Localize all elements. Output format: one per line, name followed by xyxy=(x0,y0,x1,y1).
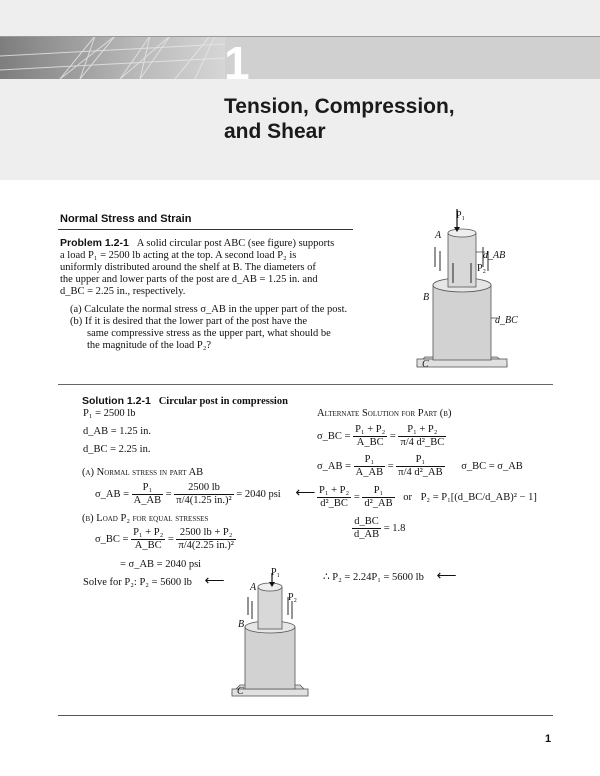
problem-text-line5: d_BC = 2.25 in., respectively. xyxy=(60,286,186,297)
chapter-header-image xyxy=(0,36,225,79)
eq-b-line2: = σ_AB = 2040 psi xyxy=(120,559,202,570)
fig-bottom-label-b: B xyxy=(238,619,245,630)
chapter-title xyxy=(224,94,455,144)
problem-label: Problem 1.2-1 xyxy=(60,237,129,249)
chapter-title-line2: and Shear xyxy=(224,120,326,143)
fig-top-label-a: A xyxy=(435,230,442,241)
alt-equation-5: ∴ P₂ = 2.24P₁ = 5600 lb ⟵ xyxy=(323,569,457,584)
post-figure-bottom-graphic xyxy=(228,565,318,705)
problem-part-a: (a) Calculate the normal stress σ_AB in the upper part of the post. xyxy=(70,304,348,315)
alt-equation-1: σ_BC = $\frac{\text{P₁ + P₂}}{A\_BC}$ = $\frac{\text{P₁ + P₂}}{\text{π/4 d²\_BC}}$ xyxy=(317,424,445,448)
solution-header xyxy=(82,395,288,408)
result-arrow-icon: ⟵ xyxy=(295,485,316,501)
eq-b-lhs: σ_BC = xyxy=(95,533,129,545)
solution-part-a-heading: (a) Normal stress in part AB xyxy=(82,467,204,478)
chapter-title-line1: Tension, Compression, xyxy=(224,95,455,118)
section-heading: Normal Stress and Strain xyxy=(60,213,192,225)
solution-given-dbc: d_BC = 2.25 in. xyxy=(83,444,151,455)
result-arrow-icon: ⟵ xyxy=(204,574,225,589)
solution-label: Solution 1.2-1 xyxy=(82,395,151,407)
solution-part-b-heading: (b) Load P₂ for equal stresses xyxy=(82,513,209,524)
eq-b-frac1: $\frac{\text{P₁ + P₂}}{A\_BC}$ xyxy=(133,527,164,551)
eq-a-frac1: $\frac{\text{P₁}}{A\_AB}$ xyxy=(133,482,162,506)
tower-lattice-graphic xyxy=(0,36,225,79)
alt-equation-2: σ_AB = $\frac{\text{P₁}}{A\_AB}$ = $\frac{\text{P₁}}{\text{π/4 d²\_AB}}$ σ_BC = σ_AB xyxy=(317,454,523,478)
fig-top-label-dbc: d_BC xyxy=(495,315,518,326)
chapter-header-bar xyxy=(225,36,600,79)
problem-statement xyxy=(60,237,360,298)
eq-a-frac2: $\frac{2500 lb}{\text{π/4(1.25 in.)²}}$ xyxy=(176,482,232,506)
solve-line xyxy=(83,576,225,589)
solution-given-dab: d_AB = 1.25 in. xyxy=(83,426,152,437)
problem-part-b-line3: the magnitude of the load P₂? xyxy=(87,340,212,351)
solution-given-p1: P₁ = 2500 lb xyxy=(83,408,136,419)
chapter-number: 1 xyxy=(224,37,250,89)
fig-bottom-label-p1: P₁ xyxy=(271,567,281,578)
eq-a-result: = 2040 psi xyxy=(236,488,281,500)
eq-b-frac2: $\frac{\text{2500 lb + P₂}}{\text{π/4(2.25 in.)²}}$ xyxy=(178,527,234,551)
fig-top-label-dab: d_AB xyxy=(483,250,506,261)
problem-parts xyxy=(70,304,360,352)
fig-bottom-label-c: C xyxy=(237,686,244,697)
fig-top-label-p1: P₁ xyxy=(456,210,466,221)
solve-text: Solve for P₂: P₂ = 5600 lb xyxy=(83,577,192,588)
problem-part-b-line1: (b) If it is desired that the lower part of the post have the xyxy=(70,316,308,327)
page-number: 1 xyxy=(545,733,552,745)
equation-a: σ_AB = $\frac{\text{P₁}}{A\_AB}$ = $\frac{2500 lb}{\text{π/4(1.25 in.)²}}$ = 2040 psi ⟵ xyxy=(95,482,316,506)
post-figure-top xyxy=(395,205,535,375)
header-rule xyxy=(0,36,600,37)
fig-top-label-p2: P₂ xyxy=(477,263,487,274)
result-arrow-icon: ⟵ xyxy=(436,569,457,584)
solution-top-rule xyxy=(58,384,553,385)
fig-top-label-c: C xyxy=(422,359,429,370)
alt-equation-4: $\frac{d\_BC}{d\_AB}$ = 1.8 xyxy=(354,516,406,540)
solution-title: Circular post in compression xyxy=(158,396,288,407)
post-figure-top-graphic xyxy=(395,205,535,375)
problem-text-line3: uniformly distributed around the shelf at B. The diameters of xyxy=(60,262,316,273)
problem-text-line4: the upper and lower parts of the post are d_AB = 1.25 in. and xyxy=(60,274,318,285)
problem-part-b-line2: same compressive stress as the upper part, what should be xyxy=(87,328,331,339)
chapter-header-band xyxy=(0,0,600,180)
section-rule xyxy=(58,229,353,230)
alternate-solution-heading: Alternate Solution for Part (b) xyxy=(317,408,452,419)
equation-b: σ_BC = $\frac{\text{P₁ + P₂}}{A\_BC}$ = $\frac{\text{2500 lb + P₂}}{\text{π/4(2.25 in.)²}}$ xyxy=(95,527,234,551)
eq-a-lhs: σ_AB = xyxy=(95,488,130,500)
post-figure-bottom xyxy=(228,565,318,705)
fig-bottom-label-p2: P₂ xyxy=(288,592,298,603)
fig-top-label-b: B xyxy=(423,292,430,303)
fig-bottom-label-a: A xyxy=(250,582,257,593)
problem-text-line1: A solid circular post ABC (see figure) supports xyxy=(136,238,335,249)
problem-text-line2: a load P₁ = 2500 lb acting at the top. A second load P₂ is xyxy=(60,250,297,261)
footer-rule xyxy=(58,715,553,716)
alt-equation-3: $\frac{\text{P₁ + P₂}}{\text{d²\_BC}}$ = $\frac{\text{P₁}}{\text{d²\_AB}}$ or P₂ = P₁[(d_BC/d_AB)² − 1] xyxy=(319,485,537,509)
